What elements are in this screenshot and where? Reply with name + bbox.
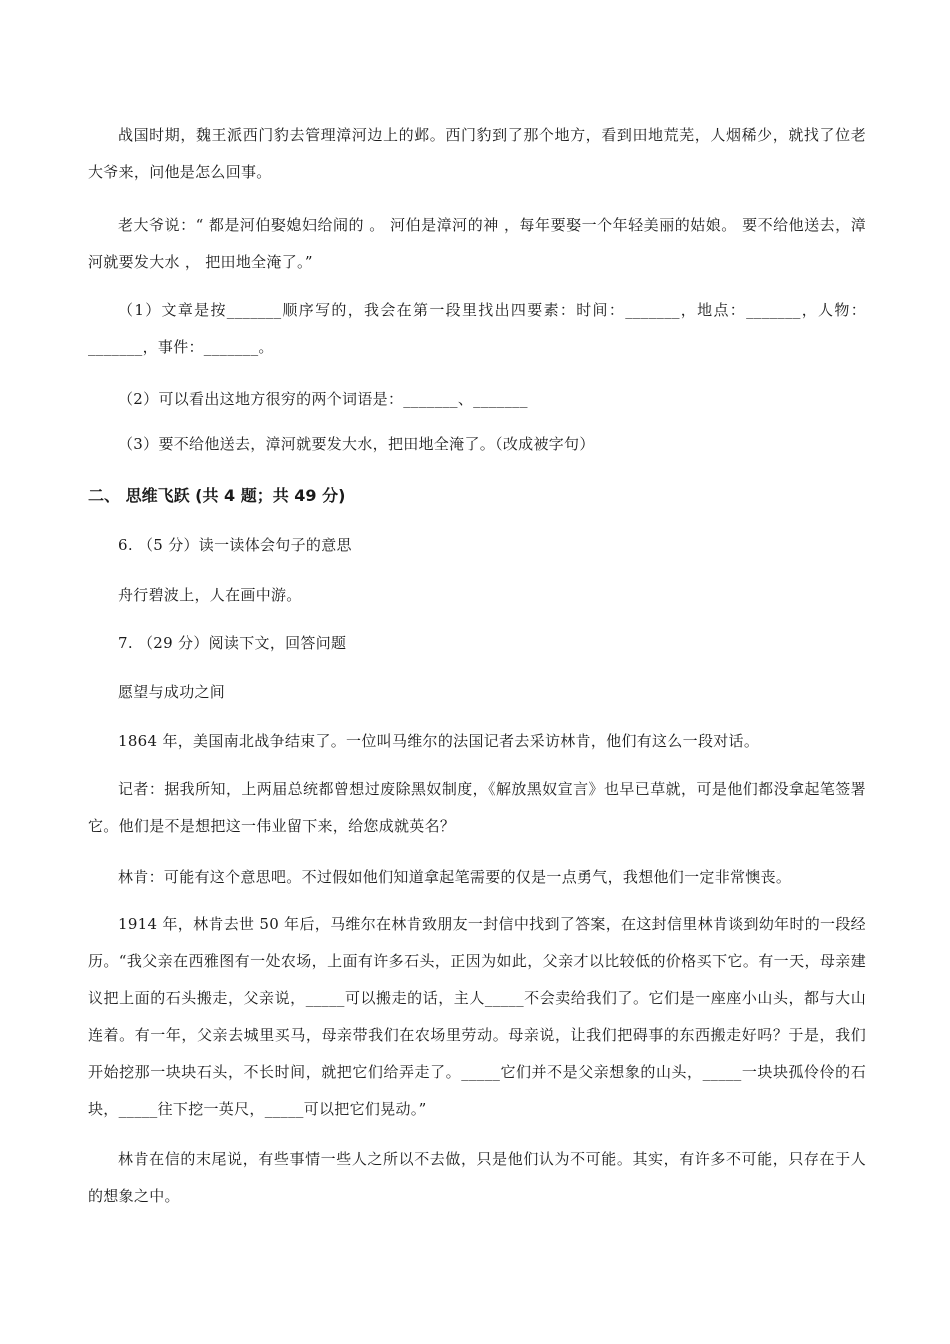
question-7-stem: 7. （29 分）阅读下文，回答问题 <box>118 634 347 652</box>
question-3: （3）要不给他送去，漳河就要发大水，把田地全淹了。（改成被字句） <box>118 435 595 453</box>
question-2: （2）可以看出这地方很穷的两个词语是：_______、_______ <box>118 390 528 408</box>
question-6-sentence: 舟行碧波上，人在画中游。 <box>118 586 302 604</box>
reading-paragraph-1: 1864 年，美国南北战争结束了。一位叫马维尔的法国记者去采访林肯，他们有这么一段对话。 <box>118 732 760 750</box>
reading-paragraph-4: 1914 年，林肯去世 50 年后，马维尔在林肯致朋友一封信中找到了答案，在这封信里林肯谈到幼年时的一段经历。“我父亲在西雅图有一处农场，上面有许多石头，正因为如此，父亲才以比较低的价格买下它。有一天，母亲建议把上面的石头搬走，父亲说，_____可以搬走的话，主人_____不会卖给我们了。它们是一座座小山头，都与大山连着。有一年，父亲去城里买马，母亲带我们在农场里劳动。母亲说，让我们把碍事的东西搬走好吗？于是，我们开始挖那一块块石头，不长时间，就把它们给弄走了。_____它们并不是父亲想象的山头，_____一块块孤伶伶的石块，_____往下挖一英尺，_____可以把它们晃动。” <box>88 915 866 1118</box>
reading-paragraph-2: 记者：据我所知，上两届总统都曾想过废除黑奴制度，《解放黑奴宣言》也早已草就，可是他们都没拿起笔签署它。他们是不是想把这一伟业留下来，给您成就英名？ <box>88 780 866 835</box>
passage-paragraph-2: 老大爷说：“ 都是河伯娶媳妇给闹的 。 河伯是漳河的神 ，每年要娶一个年轻美丽的姑娘。 要不给他送去，漳河就要发大水 ， 把田地全淹了。” <box>88 216 866 271</box>
section-heading: 二、 思维飞跃 (共 4 题；共 49 分) <box>88 486 346 505</box>
reading-paragraph-5: 林肯在信的末尾说，有些事情一些人之所以不去做，只是他们认为不可能。其实，有许多不可能，只存在于人的想象之中。 <box>88 1150 866 1205</box>
reading-title: 愿望与成功之间 <box>118 683 226 701</box>
passage-paragraph-1: 战国时期，魏王派西门豹去管理漳河边上的邺。西门豹到了那个地方，看到田地荒芜，人烟稀少，就找了位老大爷来，问他是怎么回事。 <box>88 126 866 181</box>
question-1: （1）文章是按_______顺序写的，我会在第一段里找出四要素：时间：_______，地点：_______，人物：_______，事件：_______。 <box>88 301 866 356</box>
reading-paragraph-3: 林肯：可能有这个意思吧。不过假如他们知道拿起笔需要的仅是一点勇气，我想他们一定非常懊丧。 <box>118 868 792 886</box>
question-6-stem: 6. （5 分）读一读体会句子的意思 <box>118 536 352 554</box>
